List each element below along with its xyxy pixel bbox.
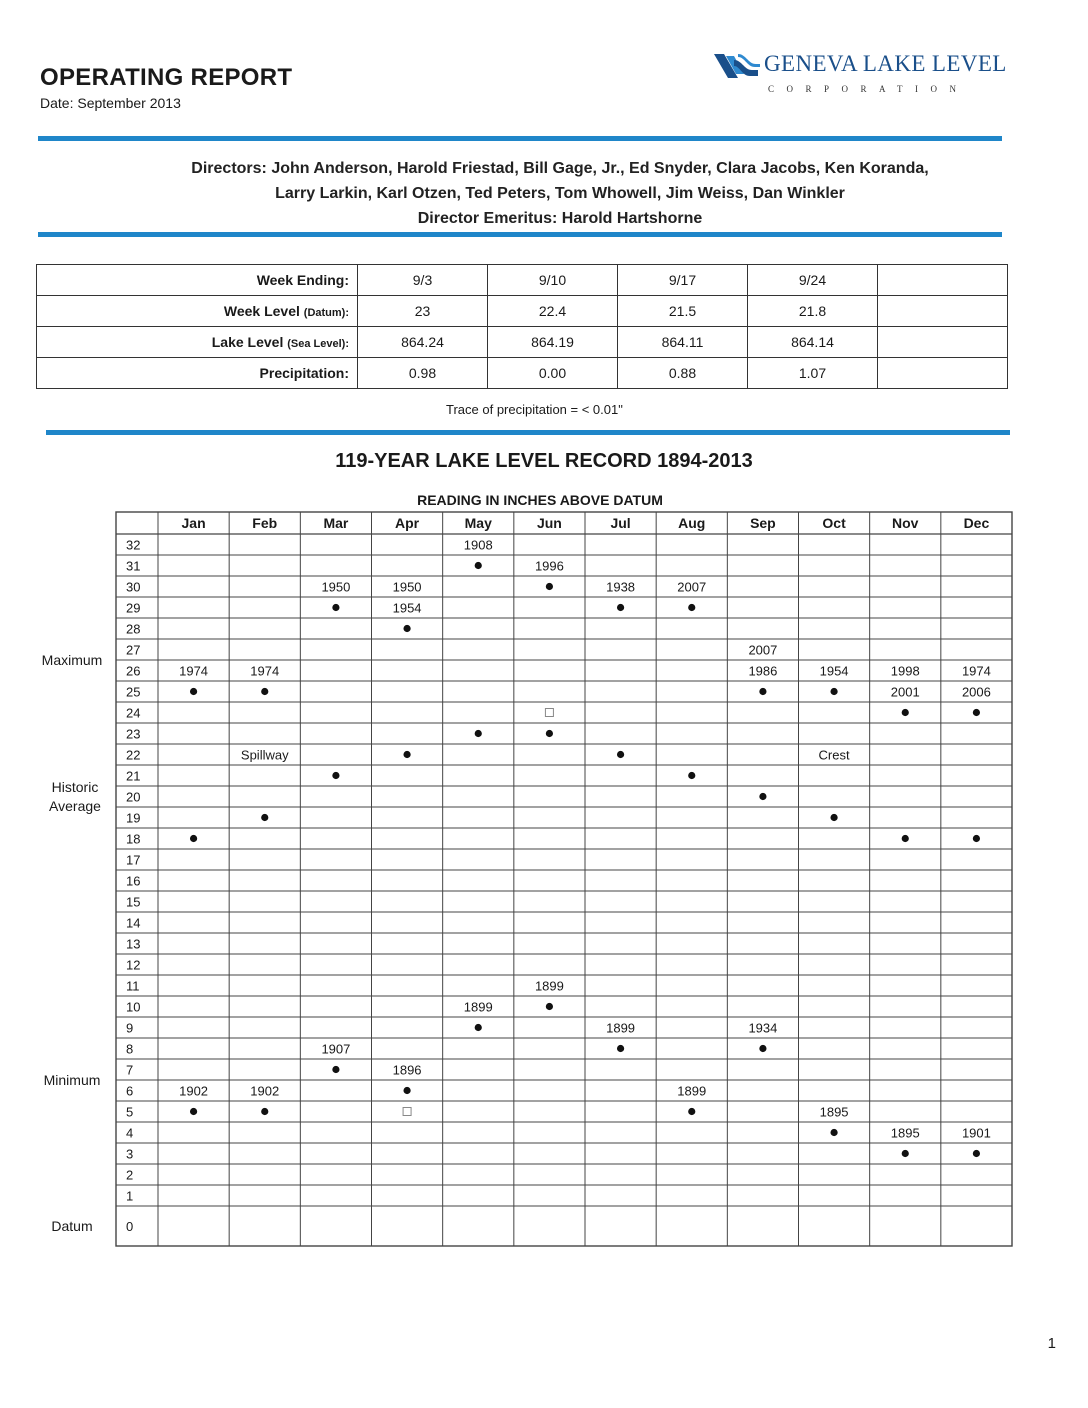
level-tick-label: 30 [126,579,141,595]
row-label-text: Lake Level [211,334,288,350]
side-label: Datum [51,1218,93,1234]
average-marker [830,814,837,821]
month-header: Feb [252,515,278,531]
level-tick-label: 4 [126,1125,134,1141]
weekly-value-cell: 9/3 [358,265,488,296]
weekly-value-cell: 864.19 [488,327,618,358]
director-emeritus: Director Emeritus: Harold Hartshorne [417,210,703,227]
maximum-year-label: 1938 [606,579,636,595]
level-tick-label: 5 [126,1104,134,1120]
minimum-year-label: 1899 [463,999,493,1015]
maximum-marker [261,688,268,695]
month-header: May [464,515,492,531]
weekly-value-cell: 864.11 [618,327,748,358]
weekly-value-cell: 0.00 [488,358,618,389]
minimum-marker [973,1150,980,1157]
level-tick-label: 2 [126,1167,134,1183]
level-tick-label: 32 [126,537,141,553]
month-header: Dec [963,515,990,531]
minimum-marker [475,1024,482,1031]
average-marker [546,730,553,737]
minimum-marker [688,1108,695,1115]
row-label-text: Week Level [223,303,304,319]
average-marker [403,751,410,758]
average-marker [759,793,766,800]
level-tick-label: 18 [126,831,141,847]
level-tick-label: 12 [126,957,141,973]
average-marker [688,772,695,779]
maximum-marker [403,625,410,632]
maximum-year-label: 1954 [819,663,849,679]
side-label: Minimum [43,1072,101,1088]
maximum-year-label: 1974 [250,663,280,679]
month-header: Aug [678,515,706,531]
chart-annotation: Spillway [240,747,289,763]
minimum-marker [261,1108,268,1115]
level-tick-label: 9 [126,1020,134,1036]
level-tick-label: 13 [126,936,141,952]
side-label: Historic Average [49,778,101,814]
level-tick-label: 17 [126,852,141,868]
open-marker [545,709,553,717]
chart-frame [116,512,1012,1246]
side-label: Maximum [41,652,103,668]
level-tick-label: 7 [126,1062,134,1078]
logo-company-name: GENEVA LAKE LEVEL [764,51,1007,76]
minimum-marker [902,1150,909,1157]
level-tick-label: 14 [126,915,141,931]
weekly-value-cell: 1.07 [748,358,878,389]
maximum-year-label: 2007 [677,579,707,595]
level-tick-label: 15 [126,894,141,910]
chart-subtitle: READING IN INCHES ABOVE DATUM [417,492,663,508]
month-header: Apr [395,515,420,531]
level-tick-label: 8 [126,1041,134,1057]
minimum-marker [190,1108,197,1115]
month-header: Jan [181,515,206,531]
minimum-marker [332,1066,339,1073]
average-marker [190,835,197,842]
level-tick-label: 1 [126,1188,134,1204]
report-title: OPERATING REPORT [40,64,293,91]
precipitation-note: Trace of precipitation = < 0.01" [446,402,623,417]
weekly-value-cell: 21.8 [748,296,878,327]
level-tick-label: 28 [126,621,141,637]
maximum-year-label: 1954 [392,600,422,616]
level-tick-label: 3 [126,1146,134,1162]
minimum-year-label: 1895 [819,1104,849,1120]
weekly-value-cell: 9/24 [748,265,878,296]
maximum-marker [475,562,482,569]
maximum-year-label: 1996 [534,558,564,574]
level-tick-label: 0 [126,1219,134,1234]
maximum-year-label: 1974 [961,663,991,679]
maximum-marker [902,709,909,716]
month-header: Jun [536,515,562,531]
row-label-text: Precipitation: [259,365,349,381]
month-header: Oct [822,515,846,531]
weekly-value-cell: 0.88 [618,358,748,389]
level-tick-label: 27 [126,642,141,658]
maximum-marker [332,604,339,611]
month-header: Sep [750,515,776,531]
weekly-value-cell: 864.24 [358,327,488,358]
weekly-value-cell: 21.5 [618,296,748,327]
minimum-marker [546,1003,553,1010]
directors-line: Directors: John Anderson, Harold Friestad, Bill Gage, Jr., Ed Snyder, Clara Jacobs, Ken Koranda, [191,160,929,177]
month-header: Nov [892,515,919,531]
minimum-year-label: 1899 [606,1020,636,1036]
minimum-year-label: 1899 [677,1083,707,1099]
average-marker [902,835,909,842]
level-tick-label: 20 [126,789,141,805]
average-marker [261,814,268,821]
level-tick-label: 22 [126,747,141,763]
row-label-text: Week Ending: [256,272,349,288]
average-marker [973,835,980,842]
row-label-unit: (Sea Level): [287,338,349,350]
weekly-value-cell: 864.14 [748,327,878,358]
record-title: 119-YEAR LAKE LEVEL RECORD 1894-2013 [335,450,753,472]
level-tick-label: 31 [126,558,141,574]
maximum-marker [830,688,837,695]
minimum-year-label: 1907 [321,1041,351,1057]
level-tick-label: 10 [126,999,141,1015]
minimum-year-label: 1902 [179,1083,209,1099]
maximum-year-label: 1986 [748,663,778,679]
level-tick-label: 24 [126,705,141,721]
maximum-year-label: 2006 [961,684,991,700]
minimum-year-label: 1899 [534,978,564,994]
weekly-value-cell: 9/10 [488,265,618,296]
level-tick-label: 23 [126,726,141,742]
minimum-year-label: 1934 [748,1020,778,1036]
weekly-value-cell: 0.98 [358,358,488,389]
level-tick-label: 26 [126,663,141,679]
chart-annotation: Crest [818,747,850,763]
minimum-marker [403,1087,410,1094]
level-tick-label: 25 [126,684,141,700]
minimum-year-label: 1896 [392,1062,422,1078]
maximum-marker [617,604,624,611]
level-tick-label: 21 [126,768,141,784]
weekly-value-cell: 22.4 [488,296,618,327]
maximum-year-label: 1908 [463,537,493,553]
maximum-year-label: 1998 [890,663,920,679]
row-label-unit: (Datum): [303,307,349,319]
level-tick-label: 19 [126,810,141,826]
minimum-year-label: 1902 [250,1083,280,1099]
logo-subtitle: CORPORATION [768,84,969,94]
maximum-year-label: 2007 [748,642,778,658]
maximum-marker [759,688,766,695]
average-marker [475,730,482,737]
minimum-year-label: 1895 [890,1125,920,1141]
month-header: Jul [610,515,631,531]
maximum-marker [546,583,553,590]
report-date: Date: September 2013 [40,95,181,111]
minimum-marker [830,1129,837,1136]
average-marker [332,772,339,779]
weekly-value-cell: 9/17 [618,265,748,296]
level-tick-label: 16 [126,873,141,889]
level-tick-label: 11 [126,978,140,994]
level-tick-label: 6 [126,1083,134,1099]
average-marker [617,751,624,758]
open-marker [403,1108,411,1116]
month-header: Mar [323,515,349,531]
maximum-marker [688,604,695,611]
maximum-marker [973,709,980,716]
maximum-year-label: 1974 [179,663,209,679]
weekly-value-cell: 23 [358,296,488,327]
maximum-year-label: 1950 [321,579,351,595]
maximum-marker [190,688,197,695]
minimum-marker [759,1045,766,1052]
minimum-year-label: 1901 [961,1125,991,1141]
minimum-marker [617,1045,624,1052]
maximum-year-label: 1950 [392,579,422,595]
page-number: 1 [1047,1335,1056,1352]
maximum-year-label: 2001 [890,684,920,700]
directors-line: Larry Larkin, Karl Otzen, Ted Peters, Tom Whowell, Jim Weiss, Dan Winkler [275,185,845,202]
level-tick-label: 29 [126,600,141,616]
